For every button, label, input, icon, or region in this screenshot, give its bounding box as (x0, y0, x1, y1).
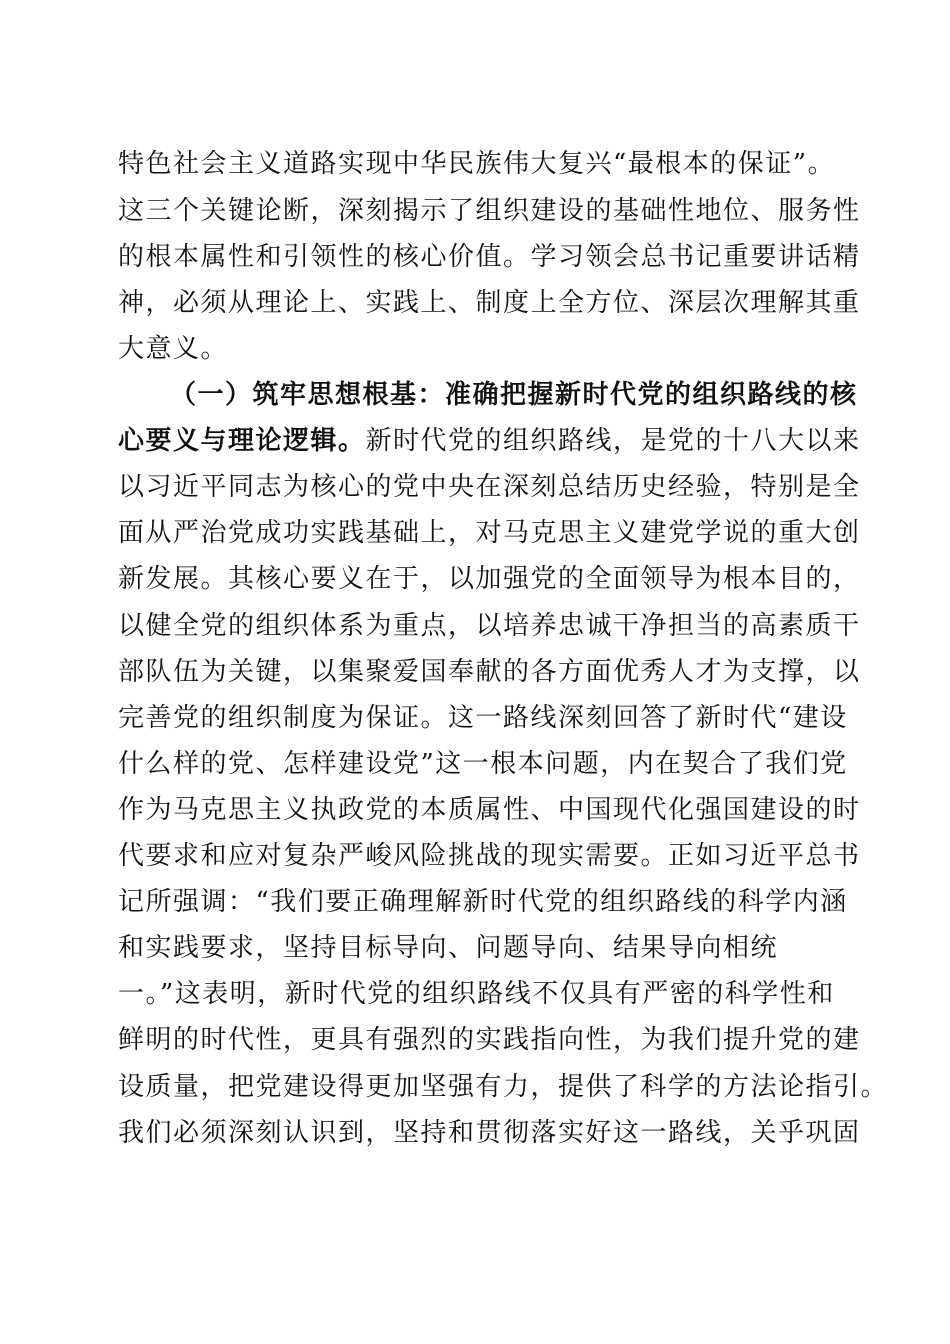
text-line: 的根本属性和引领性的核心价值。学习领会总书记重要讲话精 (118, 242, 861, 272)
text-line: 记所强调：“我们要正确理解新时代党的组织路线的科学内涵 (118, 887, 848, 917)
text-line: 以健全党的组织体系为重点，以培养忠诚干净担当的高素质干 (118, 611, 861, 641)
text-line: 完善党的组织制度为保证。这一路线深刻回答了新时代“建设 (118, 703, 848, 733)
section-heading-tail: 心要义与理论逻辑。 (118, 426, 366, 456)
text-line: 一。”这表明，新时代党的组织路线不仅具有严密的科学性和 (118, 979, 835, 1009)
text-line: 这三个关键论断，深刻揭示了组织建设的基础性地位、服务性 (118, 196, 861, 226)
text-line: 作为马克思主义执政党的本质属性、中国现代化强国建设的时 (118, 795, 861, 825)
text-line: 特色社会主义道路实现中华民族伟大复兴“最根本的保证”。 (118, 149, 836, 179)
text-line: 以习近平同志为核心的党中央在深刻总结历史经验，特别是全 (118, 472, 861, 502)
text-line: 面从严治党成功实践基础上，对马克思主义建党学说的重大创 (118, 518, 861, 548)
text-line: 设质量，把党建设得更加坚强有力，提供了科学的方法论指引。 (118, 1072, 889, 1102)
text-line-tail: 新时代党的组织路线，是党的十八大以来 (365, 426, 861, 456)
text-line: 大意义。 (118, 334, 229, 364)
text-line: 代要求和应对复杂严峻风险挑战的现实需要。正如习近平总书 (118, 841, 861, 871)
text-line-mixed (118, 419, 861, 463)
text-line: 神，必须从理论上、实践上、制度上全方位、深层次理解其重 (118, 288, 861, 318)
text-line: 我们必须深刻认识到，坚持和贯彻落实好这一路线，关乎巩固 (118, 1118, 861, 1148)
text-line: 和实践要求，坚持目标导向、问题导向、结果导向相统 (118, 933, 779, 963)
section-heading-line: （一）筑牢思想根基：准确把握新时代党的组织路线的核 (170, 380, 858, 410)
text-line: 部队伍为关键，以集聚爱国奉献的各方面优秀人才为支撑，以 (118, 657, 861, 687)
text-line: 什么样的党、怎样建设党”这一根本问题，内在契合了我们党 (118, 749, 848, 779)
text-line: 鲜明的时代性，更具有强烈的实践指向性，为我们提升党的建 (118, 1025, 861, 1055)
text-line: 新发展。其核心要义在于，以加强党的全面领导为根本目的， (118, 564, 861, 594)
